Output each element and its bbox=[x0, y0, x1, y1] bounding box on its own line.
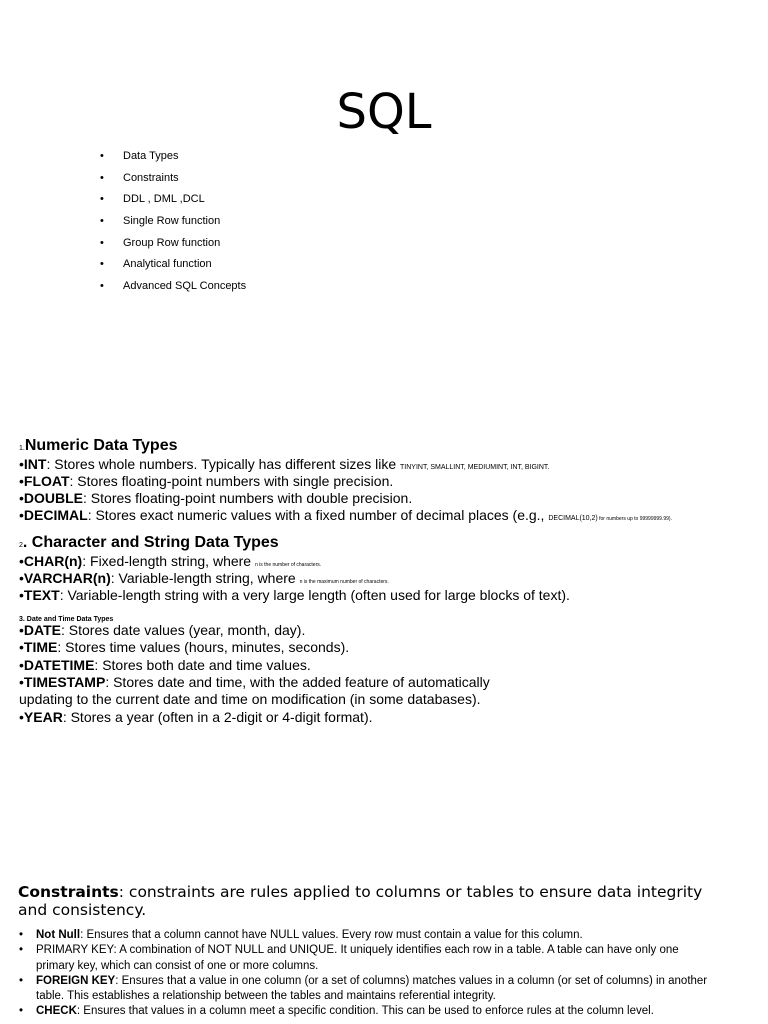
constraints-heading bbox=[18, 884, 718, 919]
toc-item: • DDL , DML ,DCL bbox=[100, 189, 246, 211]
description: : Fixed-length string, where bbox=[82, 553, 255, 569]
section-number: 2 bbox=[19, 542, 23, 549]
character-heading bbox=[19, 534, 279, 554]
toc-item: • Constraints bbox=[100, 168, 246, 190]
term: VARCHAR(n) bbox=[23, 570, 111, 586]
description: : Stores whole numbers. Typically has different sizes like bbox=[46, 456, 401, 472]
character-line-varchar: •VARCHAR(n): Variable-length string, where n is the maximum number of characters. bbox=[19, 570, 389, 586]
description: : Stores floating-point numbers with double precision. bbox=[83, 490, 413, 506]
toc-item: • Data Types bbox=[100, 146, 246, 168]
term: CHECK bbox=[36, 1005, 77, 1018]
character-line-char: •CHAR(n): Fixed-length string, where n is the number of characters. bbox=[19, 553, 322, 569]
note: for numbers up to 99999999.99). bbox=[597, 516, 672, 522]
description: : Stores time values (hours, minutes, seconds). bbox=[57, 639, 350, 655]
description: : constraints are rules applied to columns or tables to ensure data integrity and consistency. bbox=[18, 883, 703, 919]
section-number: 1. bbox=[19, 445, 25, 452]
description: : Stores floating-point numbers with single precision. bbox=[69, 473, 394, 489]
description: : Stores date and time, with the added feature of automatically bbox=[105, 674, 490, 690]
description: : Ensures that a value in one column (or a set of columns) matches values in a column (or set of columns) in another table. This establishes a relationship between the tables and maintains referential integrity. bbox=[36, 974, 708, 1003]
term: YEAR bbox=[23, 709, 63, 725]
datetime-line-year: •YEAR: Stores a year (often in a 2-digit or 4-digit format). bbox=[19, 709, 373, 725]
constraints-list bbox=[18, 928, 718, 1020]
term: Constraints bbox=[18, 883, 119, 901]
toc-item: • Analytical function bbox=[100, 254, 246, 276]
description: : Stores both date and time values. bbox=[94, 657, 311, 673]
toc-item: • Single Row function bbox=[100, 211, 246, 233]
datetime-line-date: •DATE: Stores date values (year, month, day). bbox=[19, 622, 306, 638]
term: TIME bbox=[23, 639, 58, 655]
toc-item: • Advanced SQL Concepts bbox=[100, 276, 246, 298]
description: : Stores a year (often in a 2-digit or 4-digit format). bbox=[62, 709, 373, 725]
table-of-contents bbox=[100, 146, 246, 298]
term: Not Null bbox=[36, 929, 81, 941]
term: DATETIME bbox=[23, 657, 95, 673]
numeric-line-double: •DOUBLE: Stores floating-point numbers with double precision. bbox=[19, 490, 413, 506]
numeric-heading bbox=[19, 437, 178, 457]
term: CHAR(n) bbox=[23, 553, 83, 569]
datetime-line-datetime: •DATETIME: Stores both date and time values. bbox=[19, 657, 311, 673]
datetime-line-timestamp-cont bbox=[19, 691, 481, 708]
term: DOUBLE bbox=[23, 490, 84, 506]
section-title: 3. Date and Time Data Types bbox=[19, 616, 114, 623]
description: updating to the current date and time on modification (in some databases). bbox=[19, 691, 481, 707]
section-title: . Character and String Data Types bbox=[22, 534, 279, 551]
note: n is the number of characters. bbox=[254, 562, 322, 568]
term: INT bbox=[23, 456, 47, 472]
datetime-line-timestamp: •TIMESTAMP: Stores date and time, with the added feature of automatically bbox=[19, 674, 490, 690]
description: : Ensures that a column cannot have NULL values. Every row must contain a value for this column. bbox=[80, 929, 583, 941]
description: : Variable-length string, where bbox=[110, 570, 300, 586]
description: : Stores exact numeric values with a fixed number of decimal places (e.g., bbox=[87, 507, 549, 523]
list-item bbox=[18, 943, 718, 974]
term: TEXT bbox=[23, 587, 60, 603]
description: : Variable-length string with a very large length (often used for large blocks of text). bbox=[59, 587, 570, 603]
term: DATE bbox=[23, 622, 61, 638]
page-title: SQL bbox=[336, 84, 432, 140]
term: FOREIGN KEY bbox=[36, 974, 116, 987]
note: DECIMAL(10,2) bbox=[548, 515, 598, 522]
section-title: Numeric Data Types bbox=[24, 437, 178, 454]
term: FLOAT bbox=[23, 473, 70, 489]
term: DECIMAL bbox=[23, 507, 88, 523]
character-line-text: •TEXT: Variable-length string with a very large length (often used for large blocks of text). bbox=[19, 587, 570, 603]
numeric-line-int: •INT: Stores whole numbers. Typically has different sizes like TINYINT, SMALLINT, MEDIUMINT, INT, BIGINT. bbox=[19, 456, 550, 472]
description: PRIMARY KEY: A combination of NOT NULL and UNIQUE. It uniquely identifies each row in a table. A table can have only one primary key, which can consist of one or more columns. bbox=[36, 944, 679, 972]
list-item bbox=[18, 974, 718, 1005]
term: TIMESTAMP bbox=[23, 674, 106, 690]
description: : Ensures that values in a column meet a specific condition. This can be used to enforce rules at the column level. bbox=[76, 1005, 654, 1018]
numeric-line-float: •FLOAT: Stores floating-point numbers with single precision. bbox=[19, 473, 394, 489]
note: TINYINT, SMALLINT, MEDIUMINT, INT, BIGINT. bbox=[400, 464, 550, 471]
list-item bbox=[18, 928, 718, 943]
datetime-line-time: •TIME: Stores time values (hours, minutes, seconds). bbox=[19, 639, 350, 655]
description: : Stores date values (year, month, day). bbox=[60, 622, 306, 638]
note: n is the maximum number of characters. bbox=[299, 579, 389, 585]
toc-item: • Group Row function bbox=[100, 233, 246, 255]
list-item bbox=[18, 1004, 718, 1019]
numeric-line-decimal: •DECIMAL: Stores exact numeric values with a fixed number of decimal places (e.g., DECIMAL(10,2) for numbers up to 99999999.99). bbox=[19, 507, 672, 523]
